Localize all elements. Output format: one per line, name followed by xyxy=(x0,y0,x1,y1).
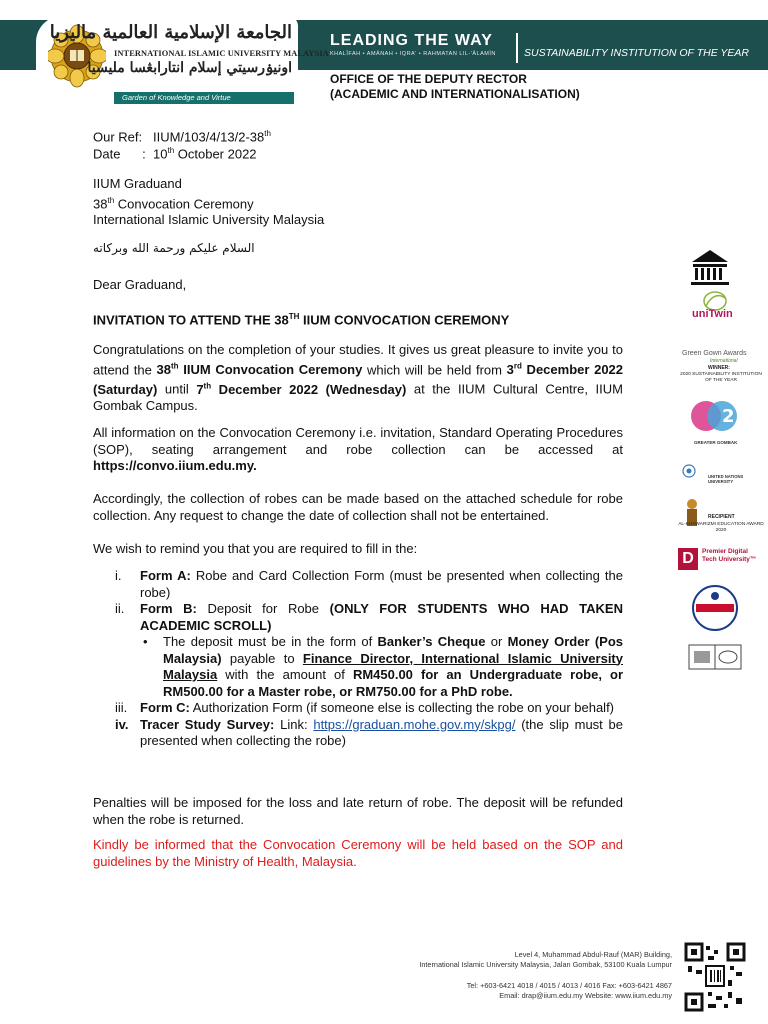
university-name-jawi: اونيۏرسيتي إسلام انتارابڠسا مليسيا xyxy=(87,60,292,76)
tracer-survey-link[interactable]: https://graduan.mohe.gov.my/skpg/ xyxy=(313,716,516,732)
p1-ordinal-num: 38 xyxy=(156,361,172,377)
premier-digital-label: Premier Digital Tech University™ xyxy=(702,548,757,563)
address-sup: th xyxy=(107,195,115,205)
notice-sop: Kindly be informed that the Convocation Ceremony will be held based on the SOP and guidelines by the Ministry of Health, Malaysia. xyxy=(93,837,623,869)
university-tagline: Garden of Knowledge and Virtue xyxy=(114,92,294,104)
date-sup: th xyxy=(167,146,175,155)
letterhead xyxy=(0,0,768,110)
list-item-number: iv. xyxy=(115,716,129,732)
recipient-label: RECIPIENT xyxy=(708,514,735,520)
office-line-2: (ACADEMIC AND INTERNATIONALISATION) xyxy=(330,87,580,101)
ref-value: IIUM/103/4/13/2-38 xyxy=(152,129,265,145)
un-emblem-icon xyxy=(682,464,696,478)
money-order: Money Order (Pos Malaysia) xyxy=(163,634,623,666)
qr-code-icon xyxy=(684,942,746,1012)
greater-gombak-logo-icon xyxy=(688,398,742,440)
subject-part-b: IIUM CONVOCATION CEREMONY xyxy=(303,312,510,328)
form-a-label: Form A: xyxy=(140,568,191,583)
footer-address-1: Level 4, Muhammad Abdul-Rauf (MAR) Building, xyxy=(514,950,672,959)
un-university-label: UNITED NATIONS UNIVERSITY xyxy=(708,474,744,484)
p1-until: until xyxy=(157,381,197,397)
paragraph-invitation xyxy=(93,342,623,415)
footer-contact: Tel: +603-6421 4018 / 4015 / 4013 / 4016 Fax: +603-6421 4867 xyxy=(466,981,672,990)
p1-end-date xyxy=(196,382,406,397)
bullet-dot-icon: • xyxy=(143,634,148,649)
p1-start-day: 3 xyxy=(506,361,514,377)
ref-label: Our Ref: xyxy=(93,129,143,145)
bullet-payable: payable to xyxy=(221,650,303,666)
deposit-amounts: RM450.00 for an Undergraduate robe, or RM500.00 for a Master robe, or RM750.00 for a PhD robe. xyxy=(163,667,623,699)
award-title: SUSTAINABILITY INSTITUTION OF THE YEAR xyxy=(524,47,750,59)
slogan: LEADING THE WAY xyxy=(330,32,493,49)
subject-part-a: INVITATION TO ATTEND THE 38 xyxy=(93,312,289,328)
salutation: Dear Graduand, xyxy=(93,277,187,292)
p1-ceremony: IIUM Convocation Ceremony xyxy=(178,361,363,377)
svg-text:2: 2 xyxy=(722,406,735,427)
winner-label: WINNER: xyxy=(708,365,730,371)
bankers-cheque: Banker’s Cheque xyxy=(377,634,486,649)
convo-website-link[interactable]: https://convo.iium.edu.my. xyxy=(93,458,257,473)
bullet-or: or xyxy=(485,634,508,649)
subject-sup: TH xyxy=(288,312,300,321)
paragraph-information xyxy=(93,425,623,475)
p1-text: Congratulations on the completion of your studies. It gives us great pleasure to invite you to attend the xyxy=(93,342,623,377)
payee: Finance Director, International Islamic University Malaysia xyxy=(163,650,623,682)
premier-digital-logo-icon: D xyxy=(678,548,698,570)
p1-end-day: 7 xyxy=(196,381,204,397)
greater-gombak-label: GREATER GOMBAK xyxy=(694,440,738,445)
p1-start-rest: December 2022 (Saturday) xyxy=(93,361,624,397)
form-b-label: Form B: xyxy=(140,601,197,616)
p1-end-rest: December 2022 (Wednesday) xyxy=(211,381,407,397)
mqa-award-badge-icon xyxy=(688,584,742,632)
green-gown-label: Green Gown Awards xyxy=(682,350,747,357)
winner-description: 2020 SUSTAINABILITY INSTITUTION OF THE YEAR xyxy=(680,372,762,383)
list-item xyxy=(93,601,623,634)
p1-start-sup: rd xyxy=(513,361,522,371)
office-line-1: OFFICE OF THE DEPUTY RECTOR xyxy=(330,72,527,86)
p1-end-sup: th xyxy=(203,381,212,391)
p2-text: All information on the Convocation Ceremony i.e. invitation, Standard Operating Procedures (SOP), seating arrangement and robe collection can be accessed at xyxy=(93,425,623,457)
p1-venue: at the IIUM Cultural Centre, IIUM Gombak Campus. xyxy=(93,381,623,414)
forms-list xyxy=(93,568,623,750)
form-a-text: Robe and Card Collection Form (must be presented when collecting the robe) xyxy=(140,568,623,600)
list-item-number: iii. xyxy=(115,700,128,715)
ref-sup: th xyxy=(264,129,271,138)
paragraph-robe-collection: Accordingly, the collection of robes can be made based on the attached schedule for robe collection. Any request to change the date of collection shall not be entertained. xyxy=(93,491,623,523)
letter-subject xyxy=(93,309,509,329)
deposit-bullet xyxy=(93,634,623,700)
unitwin-label: uniTwin xyxy=(692,308,733,320)
paragraph-reminder: We wish to remind you that you are required to fill in the: xyxy=(93,541,418,556)
list-item xyxy=(93,700,623,717)
tracer-link-label: Link: xyxy=(274,716,314,732)
header-divider xyxy=(516,33,518,63)
form-b-text: Deposit for Robe xyxy=(196,601,330,616)
list-item xyxy=(93,568,623,601)
green-gown-sub: International xyxy=(710,358,738,364)
p1-held-from: which will be held from xyxy=(362,361,507,377)
form-c-text: Authorization Form (if someone else is collecting the robe on your behalf) xyxy=(189,700,615,715)
list-item xyxy=(93,717,623,750)
p1-ordinal-sup: th xyxy=(171,361,179,371)
certification-badges-icon xyxy=(688,644,742,670)
address-line-3: International Islamic University Malaysia xyxy=(93,212,325,228)
university-name-arabic: الجامعة الإسلامية العالمية ماليزيا xyxy=(49,22,292,43)
recipient-address xyxy=(93,176,324,229)
bullet-text-a: The deposit must be in the form of xyxy=(163,634,378,649)
address-line-1: IIUM Graduand xyxy=(93,176,182,191)
list-item-number: i. xyxy=(115,568,122,583)
khawarizmi-award-label: AL-KHAWARIZMI EDUCATION AWARD 2020 xyxy=(678,522,764,533)
form-c-label: Form C: xyxy=(140,700,190,715)
address-line-2 xyxy=(93,193,324,213)
islamic-greeting: السلام عليكم ورحمة الله وبركاته xyxy=(93,241,255,255)
paragraph-penalties: Penalties will be imposed for the loss and late return of robe. The deposit will be refunded when the robe is returned. xyxy=(93,795,623,827)
form-b-note: (ONLY FOR STUDENTS WHO HAD TAKEN ACADEMIC SCROLL) xyxy=(140,601,623,633)
footer-email-website: Email: drap@iium.edu.my Website: www.iium.edu.my xyxy=(499,991,672,1000)
p1-ordinal xyxy=(157,362,363,377)
unesco-logo-icon xyxy=(688,248,732,288)
address-ordinal: 38 xyxy=(93,195,108,211)
address-ceremony: Convocation Ceremony xyxy=(117,195,254,211)
footer-address-2: International Islamic University Malaysia, Jalan Gombak, 53100 Kuala Lumpur xyxy=(419,960,672,969)
bullet-amount-text: with the amount of xyxy=(217,667,353,682)
university-name-english: INTERNATIONAL ISLAMIC UNIVERSITY MALAYSIA xyxy=(114,49,329,58)
date-rest: October 2022 xyxy=(177,146,257,162)
date-label: Date xyxy=(93,146,121,162)
date-day: 10 xyxy=(153,146,168,162)
tracer-survey-label: Tracer Study Survey: xyxy=(140,716,275,732)
university-logo-card xyxy=(36,16,329,106)
office-name xyxy=(330,72,580,102)
tracer-note: (the slip must be presented when collecting the robe) xyxy=(140,716,624,748)
core-values: KHALÎFAH • AMÂNAH • IQRA' • RAHMATAN LIL-'ÂLAMÎN xyxy=(330,51,496,57)
list-item-number: ii. xyxy=(115,601,125,616)
date-colon: : xyxy=(142,146,146,162)
date-line xyxy=(93,143,257,163)
